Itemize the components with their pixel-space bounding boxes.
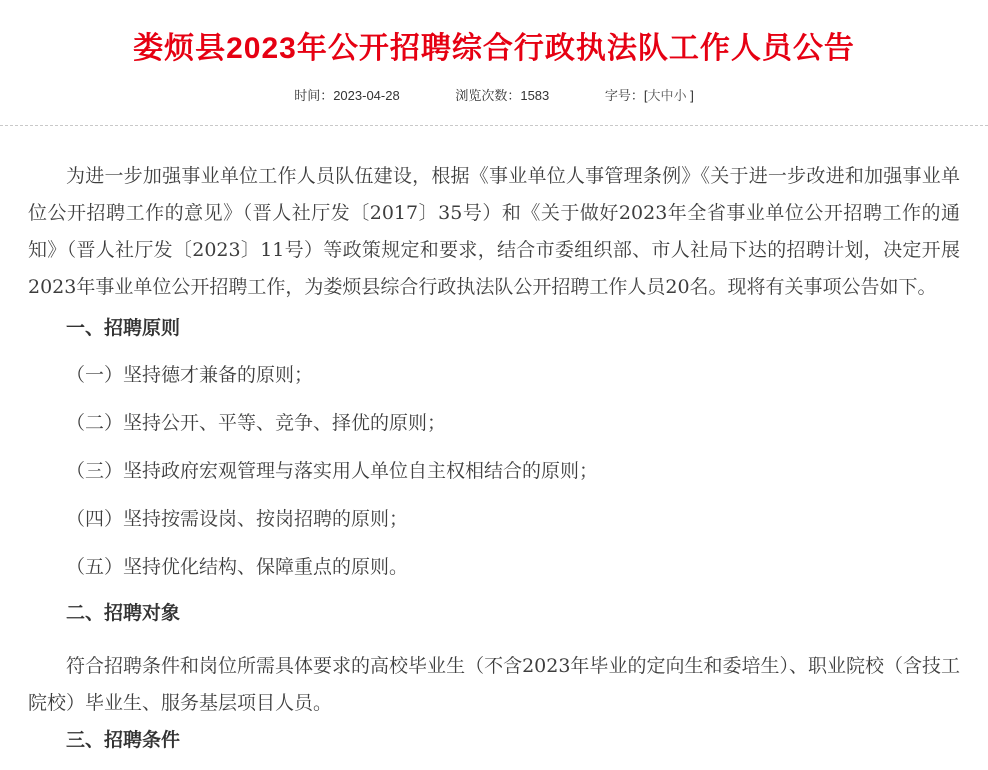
- meta-views: [455, 85, 549, 104]
- meta-views-label: 浏览次数：: [455, 88, 521, 103]
- meta-views-value: 1583: [520, 88, 550, 103]
- principle-item: （三）坚持政府宏观管理与落实用人单位自主权相结合的原则；: [66, 460, 599, 482]
- targets-paragraph: 符合招聘条件和岗位所需具体要求的高校毕业生（不含2023年毕业的定向生和委培生）、职业院校（含技工院校）毕业生、服务基层项目人员。: [28, 655, 960, 714]
- section-heading-recruitment-principles: 一、招聘原则: [66, 318, 181, 339]
- principle-item: （二）坚持公开、平等、竞争、择优的原则；: [66, 412, 447, 434]
- meta-time-label: 时间：: [294, 88, 334, 103]
- meta-time: [294, 85, 400, 104]
- fontsize-large-button[interactable]: 大: [647, 88, 661, 103]
- section-heading-recruitment-targets: 二、招聘对象: [66, 603, 181, 624]
- fontsize-bracket-open: [: [643, 88, 648, 103]
- section-heading-recruitment-conditions: 三、招聘条件: [66, 730, 181, 751]
- principle-item: （一）坚持德才兼备的原则；: [66, 364, 314, 386]
- meta-time-value: 2023-04-28: [333, 88, 400, 103]
- fontsize-small-button[interactable]: 小: [673, 88, 687, 103]
- intro-paragraph: 为进一步加强事业单位工作人员队伍建设，根据《事业单位人事管理条例》《关于进一步改进和加强事业单位公开招聘工作的意见》（晋人社厅发〔2017〕35号）和《关于做好2023年全省事业单位公开招聘工作的通知》（晋人社厅发〔2023〕11号）等政策规定和要求，结合市委组织部、市人社局下达的招聘计划，决定开展2023年事业单位公开招聘工作，为娄烦县综合行政执法队公开招聘工作人员20名。现将有关事项公告如下。: [28, 165, 960, 298]
- fontsize-medium-button[interactable]: 中: [660, 88, 674, 103]
- dashed-divider: [0, 125, 988, 126]
- article-meta: [0, 85, 988, 104]
- meta-fontsize-label: 字号：: [604, 88, 644, 103]
- principle-item: （五）坚持优化结构、保障重点的原则。: [66, 556, 409, 578]
- fontsize-bracket-close: ]: [686, 88, 694, 103]
- article-body: [0, 158, 988, 755]
- meta-fontsize: [605, 85, 694, 104]
- principle-item: （四）坚持按需设岗、按岗招聘的原则；: [66, 508, 409, 530]
- page-title: 娄烦县2023年公开招聘综合行政执法队工作人员公告: [133, 32, 855, 65]
